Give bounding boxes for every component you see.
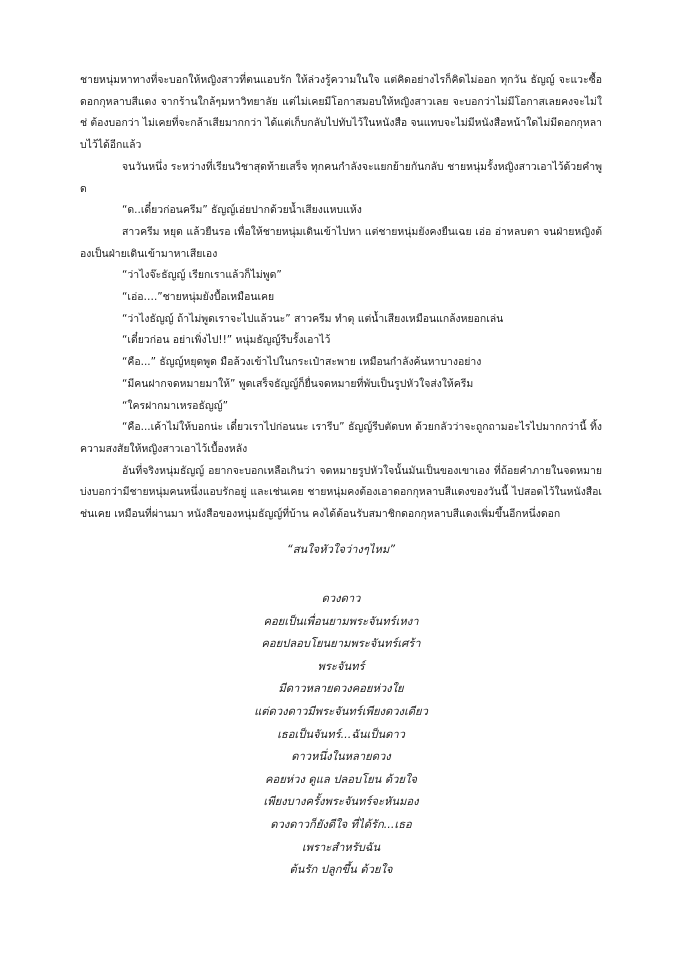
poem-line: พระจันทร์ [317,659,365,673]
paragraph-one-day: จนวันหนึ่ง ระหว่างที่เรียนวิชาสุดท้ายเสร็จ ทุกคนกำลังจะแยกย้ายกันกลับ ชายหนุ่มรั้งหญิงสาวเอาไว้ด้วยคำพูด [80,160,602,195]
story-body [80,70,602,526]
dialog-line: “มีคนฝากจดหมายมาให้” พูดเสร็จธัญญ์ก็ยื่นจดหมายที่พับเป็นรูปหัวใจส่งให้ครีม [122,377,474,390]
dialog-line: “ว่าไงธัญญ์ ถ้าไม่พูดเราจะไปแล้วนะ” สาวครีม ทำดุ แต่น้ำเสียงเหมือนแกล้งหยอกเล่น [122,312,504,325]
poem-line: มีดาวหลายดวงคอยห่วงใย [278,682,404,696]
dialog-line: “คือ...” ธัญญ์หยุดพูด มือล้วงเข้าไปในกระเป๋าสะพาย เหมือนกำลังค้นหาบางอย่าง [122,356,482,369]
dialog-line: “ด..เดี๋ยวก่อนครีม” ธัญญ์เอ่ยปากด้วยน้ำเสียงแหบแห้ง [122,204,362,217]
poem-line: เพราะสำหรับฉัน [301,840,381,854]
dialog-line-wrapped: “คือ...เค้าไม่ให้บอกน่ะ เดี๋ยวเราไปก่อนนะ เรารีบ” ธัญญ์รีบตัดบท ด้วยกลัวว่าจะถูกถามอะไรไปมากกว่านี้ ทิ้งความสงสัยให้หญิงสาวเอาไว้เบื้องหลัง [80,421,602,455]
poem-line: ดวงดาว [321,592,361,605]
poem-line: แต่ดวงดาวมีพระจันทร์เพียงดวงเดียว [254,704,428,718]
paragraph-cream-waits: สาวครีม หยุด แล้วยืนรอ เพื่อให้ชายหนุ่มเดินเข้าไปหา แต่ชายหนุ่มยังคงยืนเฉย เอ่อ อ่าหลบตา จนฝ่ายหญิงต้องเป็นฝ่ายเดินเข้ามาหาเสียเอง [80,225,602,260]
poem-line: คอยห่วง ดูแล ปลอบโยน ด้วยใจ [265,772,417,786]
dialog-line: “ว่าไงจ๊ะธัญญ์ เรียกเราแล้วก็ไม่พูด” [122,269,282,282]
paragraph-truth: อันที่จริงหนุ่มธัญญ์ อยากจะบอกเหลือเกินว่า จดหมายรูปหัวใจนั้นมันเป็นของเขาเอง ที่ถ้อยคำภายในจดหมาย บ่งบอกว่ามีชายหนุ่มคนหนึ่งแอบรักอยู่ และเช่นเคย ชายหนุ่มคงต้องเอาดอกกุหลาบสีแดงของวันนี้ ไปสอดไว้ในหนังสือเช่นเคย เหมือนที่ผ่านมา หนังสือของหนุ่มธัญญ์ที่บ้าน คงได้ต้อนรับสมาชิกดอกกุหลาบสีแดงเพิ่มขึ้นอีกหนึ่งดอก [80,464,602,521]
poem-line: เธอเป็นจันทร์...ฉันเป็นดาว [277,727,405,741]
poem-line: คอยปลอบโยนยามพระจันทร์เศร้า [261,637,421,651]
poem-line: ดาวหนึ่งในหลายดวง [291,750,391,764]
poem-line: ต้นรัก ปลูกขึ้น ด้วยใจ [289,863,393,877]
paragraph-intro: ชายหนุ่มหาทางที่จะบอกให้หญิงสาวที่ตนแอบรัก ให้ล่วงรู้ความในใจ แต่คิดอย่างไรก็คิดไม่ออก ทุกวัน ธัญญ์ จะแวะซื้อดอกกุหลาบสีแดง จากร้านใกล้ๆมหาวิทยาลัย แต่ไม่เคยมีโอกาสมอบให้หญิงสาวเลย จะบอกว่าไม่มีโอกาสเลยคงจะไม่ใช่ ต้องบอกว่า ไม่เคยที่จะกล้าเสียมากกว่า ได้แต่เก็บกลับไปทับไว้ในหนังสือ จนแทบจะไม่มีหนังสือหน้าใดไม่มีดอกกุหลาบไว้ได้อีกแล้ว [80,74,602,152]
poem [80,588,602,882]
poem-line: ดวงดาวก็ยังดีใจ ที่ได้รัก...เธอ [270,817,412,831]
poem-line: คอยเป็นเพื่อนยามพระจันทร์เหงา [263,614,419,628]
dialog-line: “เอ่อ….”ชายหนุ่มยังบื้อเหมือนเคย [122,291,275,304]
dialog-line: “ใครฝากมาเหรอธัญญ์” [122,399,229,412]
poem-title: “สนใจหัวใจว่างๆไหม” [286,543,396,556]
poem-line: เพียงบางครั้งพระจันทร์จะหันมอง [263,795,419,809]
dialog-line: “เดี๋ยวก่อน อย่าเพิ่งไป!!” หนุ่มธัญญ์รีบรั้งเอาไว้ [122,334,331,347]
